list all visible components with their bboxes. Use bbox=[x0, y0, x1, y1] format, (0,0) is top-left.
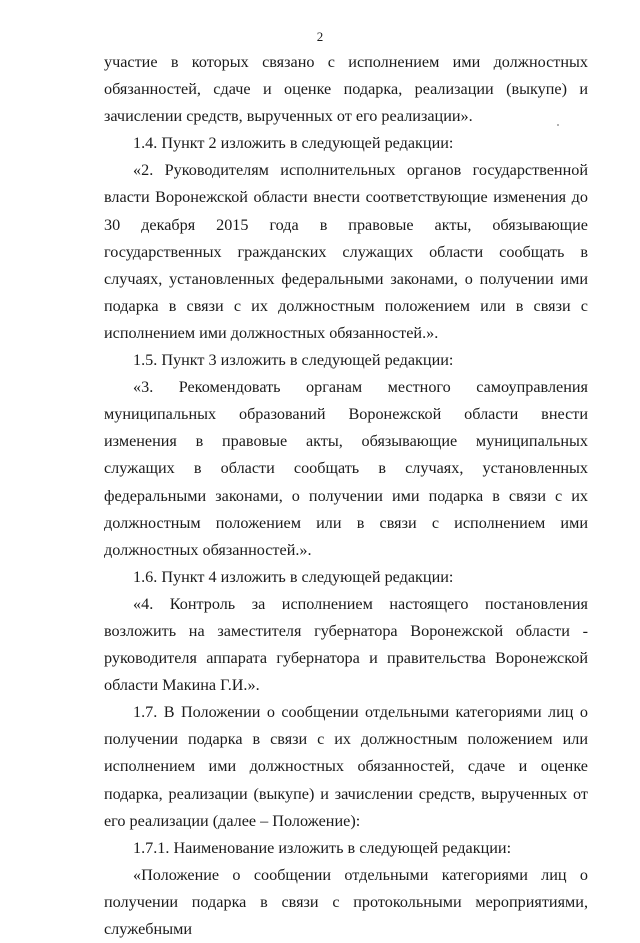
paragraph-quote-point-2: «2. Руководителям исполнительных органов государственной власти Воронежской области внести соответствующие изменения до 30 декабря 2015 года в правовые акты, обязывающие государственных гражданских служащих области сообщать в случаях, установленных федеральными законами, о получении ими подарка в связи с их должностным положением или в связи с исполнением ими должностных обязанностей.». bbox=[104, 161, 588, 342]
paragraph-item-1-7: 1.7. В Положении о сообщении отдельными категориями лиц о получении подарка в связи с их должностным положением или исполнением ими должностных обязанностей, сдаче и оценке подарка, реализации (выкупе) и зачислении средств, вырученных от его реализации (далее – Положение): bbox=[104, 703, 588, 830]
paragraph-continuation: участие в которых связано с исполнением ими должностных обязанностей, сдаче и оценке подарка, реализации (выкупе) и зачислении средств, вырученных от его реализации». bbox=[104, 53, 588, 126]
paragraph-item-1-5: 1.5. Пункт 3 изложить в следующей редакции: bbox=[133, 351, 454, 370]
page-number: 2 bbox=[316, 29, 324, 44]
paragraph-item-1-4: 1.4. Пункт 2 изложить в следующей редакции: bbox=[133, 134, 454, 153]
paragraph-quote-title: «Положение о сообщении отдельными категориями лиц о получении подарка в связи с протокольными мероприятиями, служебными bbox=[104, 865, 588, 938]
paragraph-item-1-6: 1.6. Пункт 4 изложить в следующей редакции: bbox=[133, 567, 454, 586]
paragraph-item-1-7-1: 1.7.1. Наименование изложить в следующей редакции: bbox=[133, 838, 512, 857]
document-body bbox=[104, 49, 588, 943]
scan-speck bbox=[557, 124, 559, 126]
paragraph-quote-point-4: «4. Контроль за исполнением настоящего постановления возложить на заместителя губернатора Воронежской области - руководителя аппарата губернатора и правительства Воронежской области Макина Г.И.». bbox=[104, 594, 588, 695]
paragraph-quote-point-3: «3. Рекомендовать органам местного самоуправления муниципальных образований Воронежской области внести изменения в правовые акты, обязывающие муниципальных служащих в области сообщать в случаях, установленных федеральными законами, о получении ими подарка в связи с их должностным положением или в связи с исполнением ими должностных обязанностей.». bbox=[104, 378, 588, 559]
